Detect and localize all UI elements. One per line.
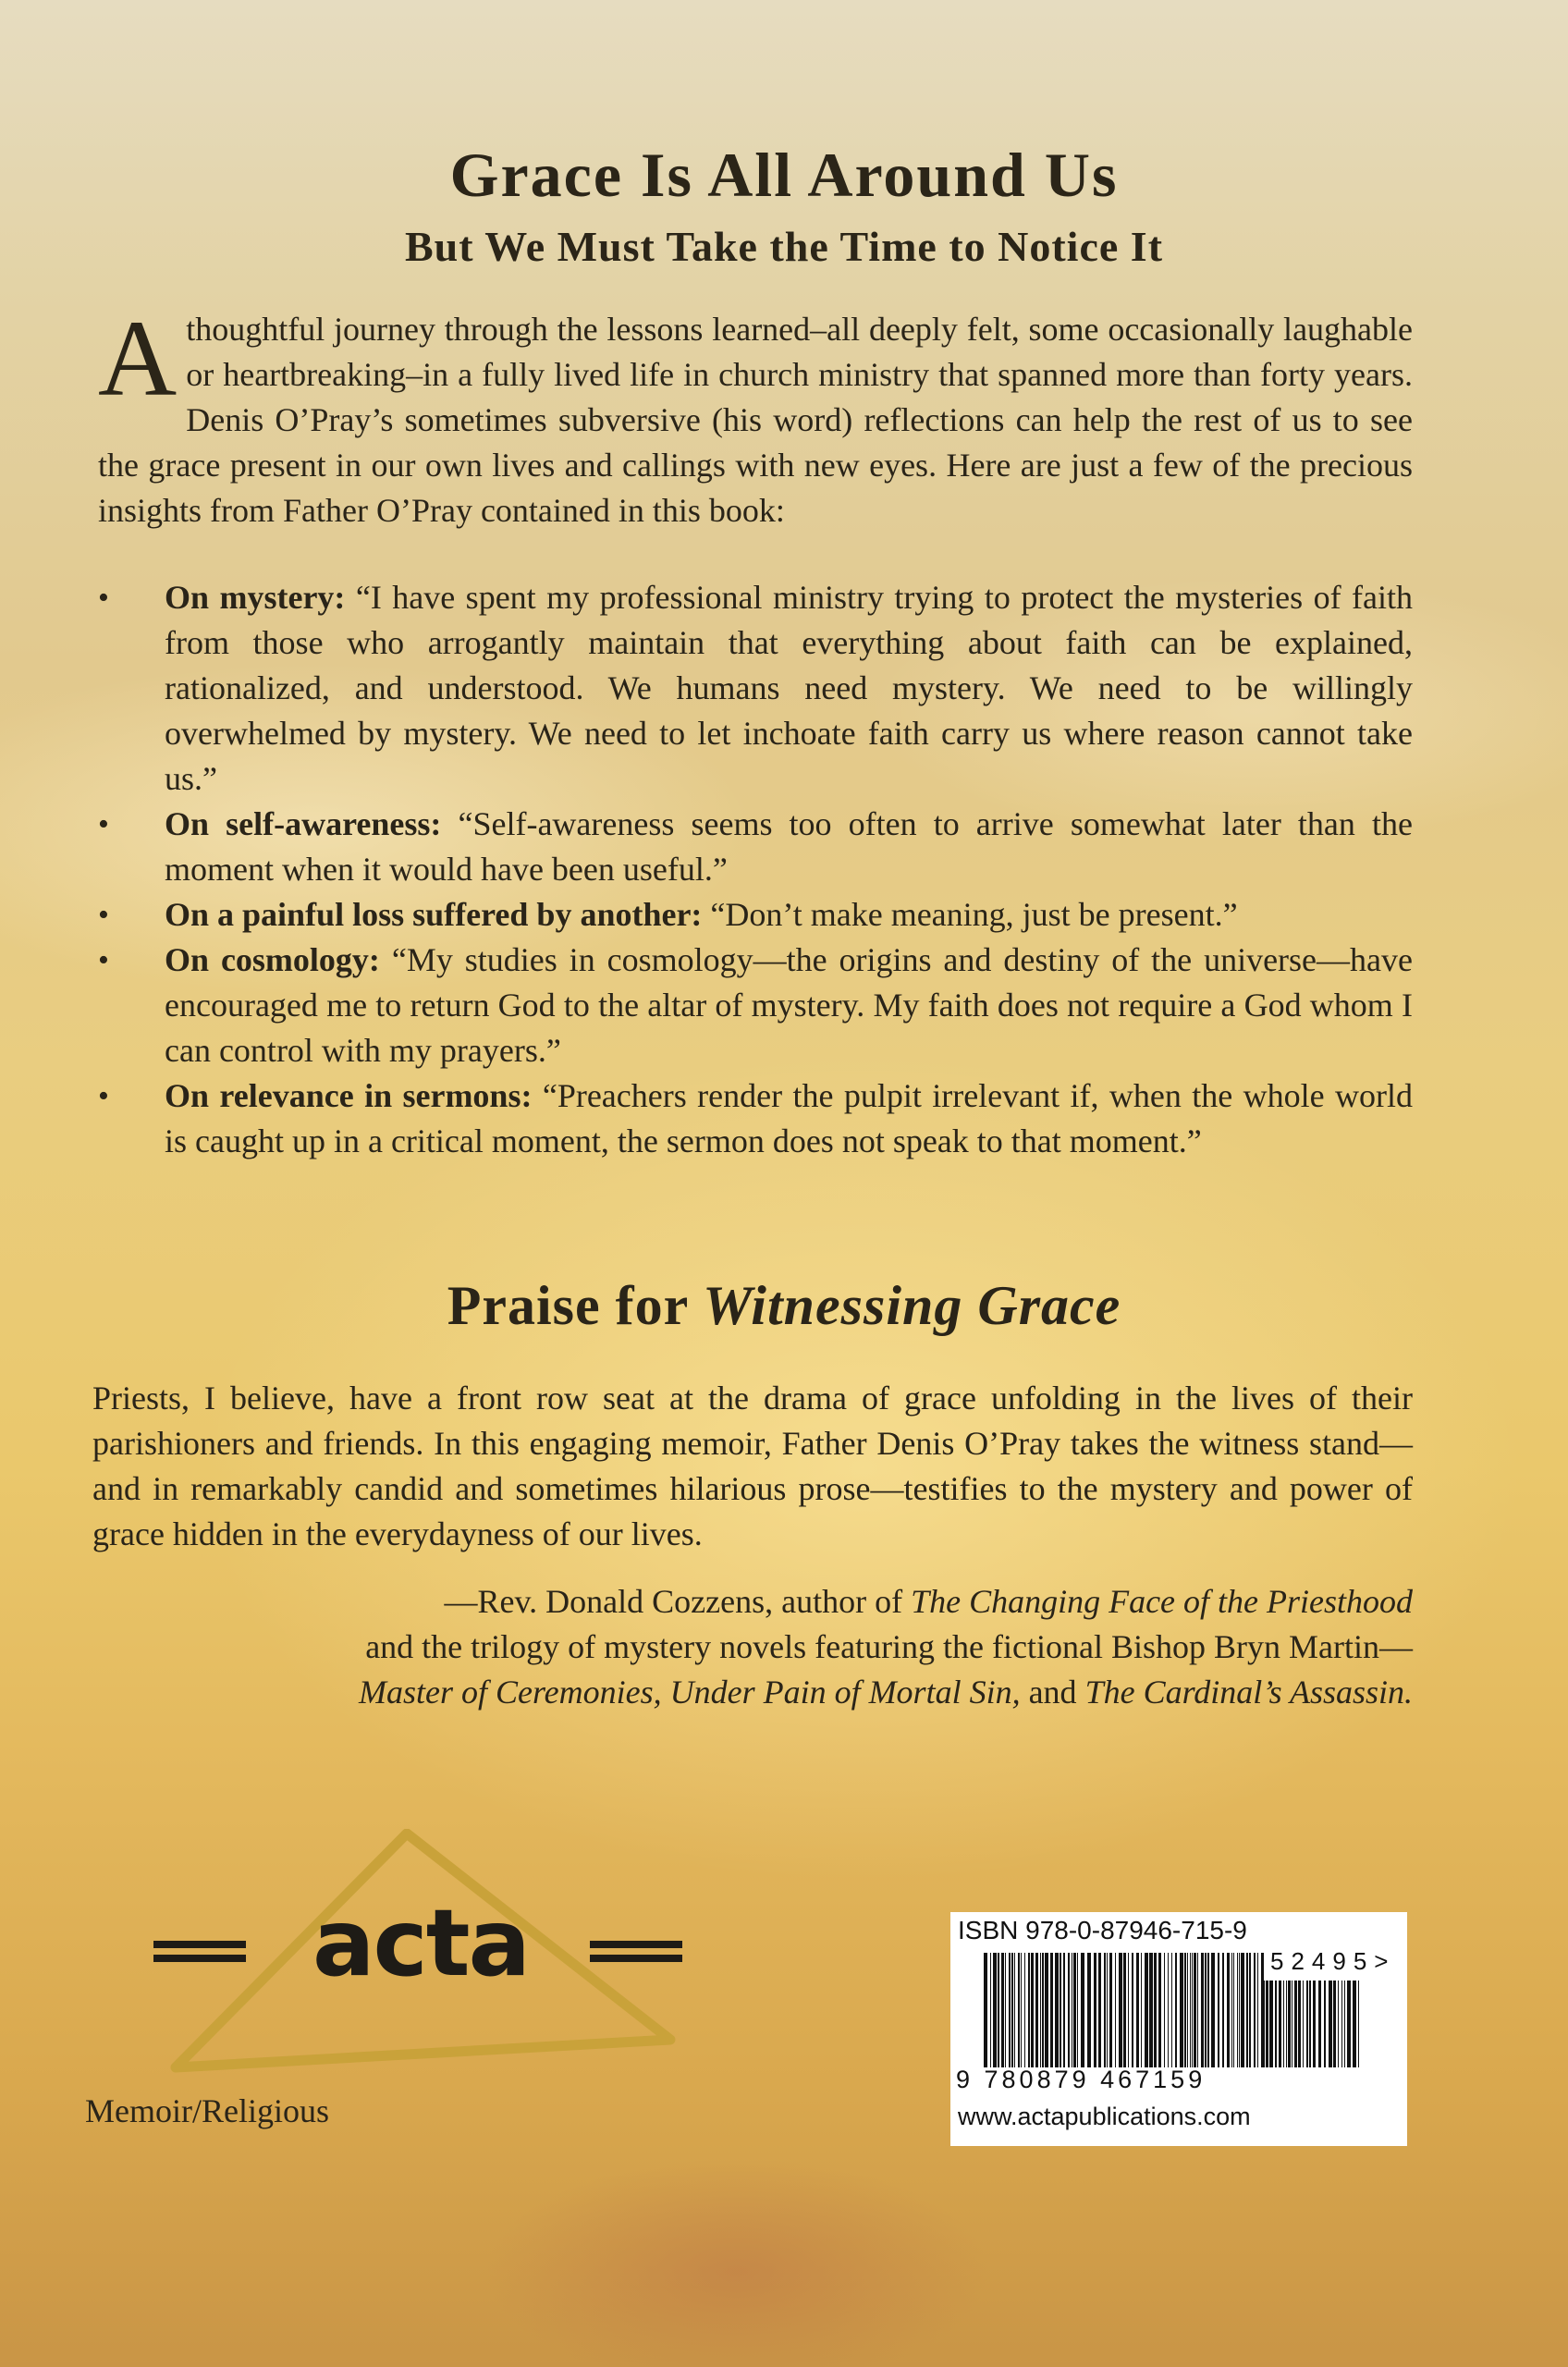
insight-item-self-awareness	[98, 802, 1413, 892]
praise-quote: Priests, I believe, have a front row seat at the drama of grace unfolding in the lives of their parishioners and friends. In this engaging memoir, Father Denis O’Pray takes the witness stand—and in remarkably candid and sometimes hilarious prose—testifies to the mystery and power of grace hidden in the everydayness of our lives.	[92, 1380, 1413, 1552]
barcode-bar	[1190, 1953, 1191, 2067]
praise-heading-book-title: Witnessing Grace	[703, 1275, 1121, 1336]
insight-item-painful-loss	[98, 892, 1413, 938]
barcode-bar	[1306, 1981, 1308, 2067]
barcode-bar	[1197, 1953, 1198, 2067]
barcode-bars	[984, 1953, 1267, 2067]
barcode-bar	[1257, 1953, 1258, 2067]
barcode-bar	[1231, 1953, 1232, 2067]
attribution-books: Master of Ceremonies, Under Pain of Mortal Sin,	[358, 1674, 1021, 1711]
barcode-bar	[1303, 1981, 1304, 2067]
insight-label: On self-awareness:	[165, 805, 442, 842]
barcode-bar	[1063, 1953, 1065, 2067]
cover-subtitle: But We Must Take the Time to Notice It	[404, 223, 1164, 270]
barcode-addon-bars	[1263, 1981, 1363, 2067]
barcode-bar	[1115, 1953, 1116, 2067]
barcode-bar	[1309, 1981, 1311, 2067]
barcode-bar	[1141, 1953, 1142, 2067]
barcode-bar	[1009, 1953, 1011, 2067]
barcode-bar	[1227, 1953, 1230, 2067]
barcode-bar	[1014, 1953, 1015, 2067]
logo-text: acta	[312, 1889, 530, 1997]
barcode-bar	[993, 1953, 997, 2067]
barcode-bar	[1045, 1953, 1048, 2067]
barcode-bar	[1180, 1953, 1183, 2067]
insight-label: On a painful loss suffered by another:	[165, 896, 703, 933]
barcode-bar	[1353, 1981, 1356, 2067]
barcode-bar	[1184, 1953, 1186, 2067]
barcode-bar	[1205, 1953, 1207, 2067]
barcode-bar	[1187, 1953, 1188, 2067]
barcode-bar	[1241, 1953, 1244, 2067]
barcode-bar	[1035, 1953, 1038, 2067]
barcode-bar	[1254, 1953, 1256, 2067]
attribution-last-book: The Cardinal’s Assassin.	[1084, 1674, 1413, 1711]
barcode-bar	[1313, 1981, 1316, 2067]
barcode-bar	[1098, 1953, 1101, 2067]
barcode-bar	[990, 1953, 991, 2067]
barcode-bar	[1194, 1953, 1196, 2067]
barcode-bar	[1028, 1953, 1030, 2067]
barcode-bar	[1107, 1953, 1108, 2067]
acta-publisher-logo	[148, 1829, 693, 2097]
insight-item-cosmology	[98, 938, 1413, 1073]
barcode-bar	[1237, 1953, 1238, 2067]
barcode-bar	[1266, 1981, 1268, 2067]
barcode-bar	[984, 1953, 987, 2067]
barcode-bar	[1005, 1953, 1006, 2067]
barcode-bar	[1024, 1953, 1025, 2067]
barcode-bar	[1018, 1953, 1020, 2067]
barcode-bar	[1275, 1981, 1277, 2067]
barcode-bar	[1246, 1953, 1248, 2067]
barcode-bar	[1077, 1953, 1078, 2067]
barcode-bar	[1344, 1981, 1345, 2067]
intro-paragraph	[98, 298, 1413, 533]
barcode-bar	[1119, 1953, 1122, 2067]
barcode-bar	[1168, 1953, 1169, 2067]
attribution-book-title: The Changing Face of the Priesthood	[911, 1583, 1413, 1620]
barcode-bar	[1233, 1953, 1234, 2067]
cover-title: Grace Is All Around Us	[449, 140, 1119, 210]
barcode-bar	[1269, 1981, 1273, 2067]
barcode-bar	[1123, 1953, 1126, 2067]
barcode-bar	[1104, 1953, 1106, 2067]
barcode-bar	[1132, 1953, 1133, 2067]
barcode-bar	[1042, 1953, 1044, 2067]
barcode-bar	[1283, 1981, 1284, 2067]
barcode-bar	[1081, 1953, 1084, 2067]
insight-item-relevance	[98, 1073, 1413, 1164]
isbn-barcode	[950, 1912, 1407, 2146]
barcode-bar	[1175, 1953, 1177, 2067]
isbn-number: ISBN 978-0-87946-715-9	[958, 1916, 1247, 1944]
barcode-bar	[1338, 1981, 1339, 2067]
barcode-bar	[1087, 1953, 1091, 2067]
barcode-bar	[998, 1953, 999, 2067]
barcode-bar	[1128, 1953, 1129, 2067]
praise-heading-prefix: Praise for	[447, 1275, 704, 1336]
barcode-bar	[1001, 1953, 1004, 2067]
praise-heading	[0, 1274, 1568, 1338]
barcode-bar	[1329, 1981, 1332, 2067]
barcode-bar	[1149, 1953, 1153, 2067]
category-label: Memoir/Religious	[85, 2092, 329, 2129]
intro-text: thoughtful journey through the lessons learned–all deeply felt, some occasionally laughable or heartbreaking–in a fully lived life in church ministry that spanned more than forty years. Denis O’Pray’s sometimes subversive (his word) reflections can help the rest of us to see the grace present in our own lives and callings with new eyes. Here are just a few of the precious insights from Father O’Pray contained in this book:	[98, 311, 1413, 529]
barcode-bar	[1171, 1953, 1172, 2067]
barcode-bar	[1201, 1953, 1204, 2067]
barcode-digits: 9 780879 467159	[956, 2066, 1207, 2093]
barcode-bar	[1207, 1953, 1209, 2067]
praise-attribution	[359, 1579, 1413, 1715]
attribution-connector: and	[1020, 1674, 1085, 1711]
barcode-bar	[1211, 1953, 1215, 2067]
attribution-author: —Rev. Donald Cozzens, author of	[444, 1583, 912, 1620]
barcode-bar	[1288, 1981, 1291, 2067]
price-code: 52495>	[1270, 1947, 1396, 1975]
insight-label: On cosmology:	[165, 941, 380, 978]
barcode-bar	[1294, 1981, 1297, 2067]
barcode-bar	[1154, 1953, 1157, 2067]
barcode-bar	[1218, 1953, 1219, 2067]
insight-item-mystery	[98, 575, 1413, 802]
barcode-bar	[1286, 1981, 1287, 2067]
barcode-bar	[1109, 1953, 1112, 2067]
barcode-bar	[1021, 1953, 1022, 2067]
barcode-bar	[1263, 1981, 1265, 2067]
insights-list	[98, 575, 1413, 1164]
attribution-trilogy: and the trilogy of mystery novels featuring the fictional Bishop Bryn Martin—	[365, 1628, 1413, 1665]
barcode-bar	[1249, 1953, 1251, 2067]
insight-quote: “I have spent my professional ministry trying to protect the mysteries of faith from those who arrogantly maintain that everything about faith can be explained, rationalized, and understood. We humans need mystery. We need to be willingly overwhelmed by mystery. We need to let inchoate faith carry us where reason cannot take us.”	[165, 579, 1413, 797]
barcode-bar	[1347, 1981, 1351, 2067]
barcode-bar	[1318, 1981, 1321, 2067]
barcode-bar	[1094, 1953, 1096, 2067]
barcode-bar	[1040, 1953, 1041, 2067]
insight-quote: “My studies in cosmology—the origins and destiny of the universe—have encouraged me to return God to the altar of mystery. My faith does not require a God whom I can control with my prayers.”	[165, 941, 1413, 1069]
barcode-bar	[1341, 1981, 1342, 2067]
barcode-bar	[1060, 1953, 1061, 2067]
insight-quote: “Preachers render the pulpit irrelevant if, when the whole world is caught up in a critical moment, the sermon does not speak to that moment.”	[165, 1077, 1413, 1159]
barcode-bar	[1192, 1953, 1193, 2067]
drop-cap: A	[98, 298, 178, 419]
barcode-bar	[1298, 1981, 1301, 2067]
barcode-bar	[1011, 1953, 1013, 2067]
barcode-bar	[1158, 1953, 1161, 2067]
barcode-bar	[1279, 1981, 1281, 2067]
barcode-bar	[1031, 1953, 1034, 2067]
barcode-bar	[1222, 1953, 1224, 2067]
barcode-bar	[1055, 1953, 1059, 2067]
barcode-bar	[1073, 1953, 1076, 2067]
publisher-website: www.actapublications.com	[958, 2103, 1251, 2130]
insight-quote: “Don’t make meaning, just be present.”	[702, 896, 1238, 933]
barcode-bar	[1164, 1953, 1165, 2067]
barcode-bar	[1145, 1953, 1148, 2067]
insight-label: On relevance in sermons:	[165, 1077, 533, 1114]
insight-label: On mystery:	[165, 579, 346, 616]
barcode-bar	[1068, 1953, 1070, 2067]
barcode-bar	[1333, 1981, 1336, 2067]
barcode-bar	[1324, 1981, 1326, 2067]
barcode-bar	[1050, 1953, 1053, 2067]
barcode-bar	[1136, 1953, 1139, 2067]
barcode-bar	[1358, 1981, 1359, 2067]
insight-quote: “Self-awareness seems too often to arrive somewhat later than the moment when it would have been useful.”	[165, 805, 1413, 888]
barcode-bar	[1239, 1953, 1240, 2067]
